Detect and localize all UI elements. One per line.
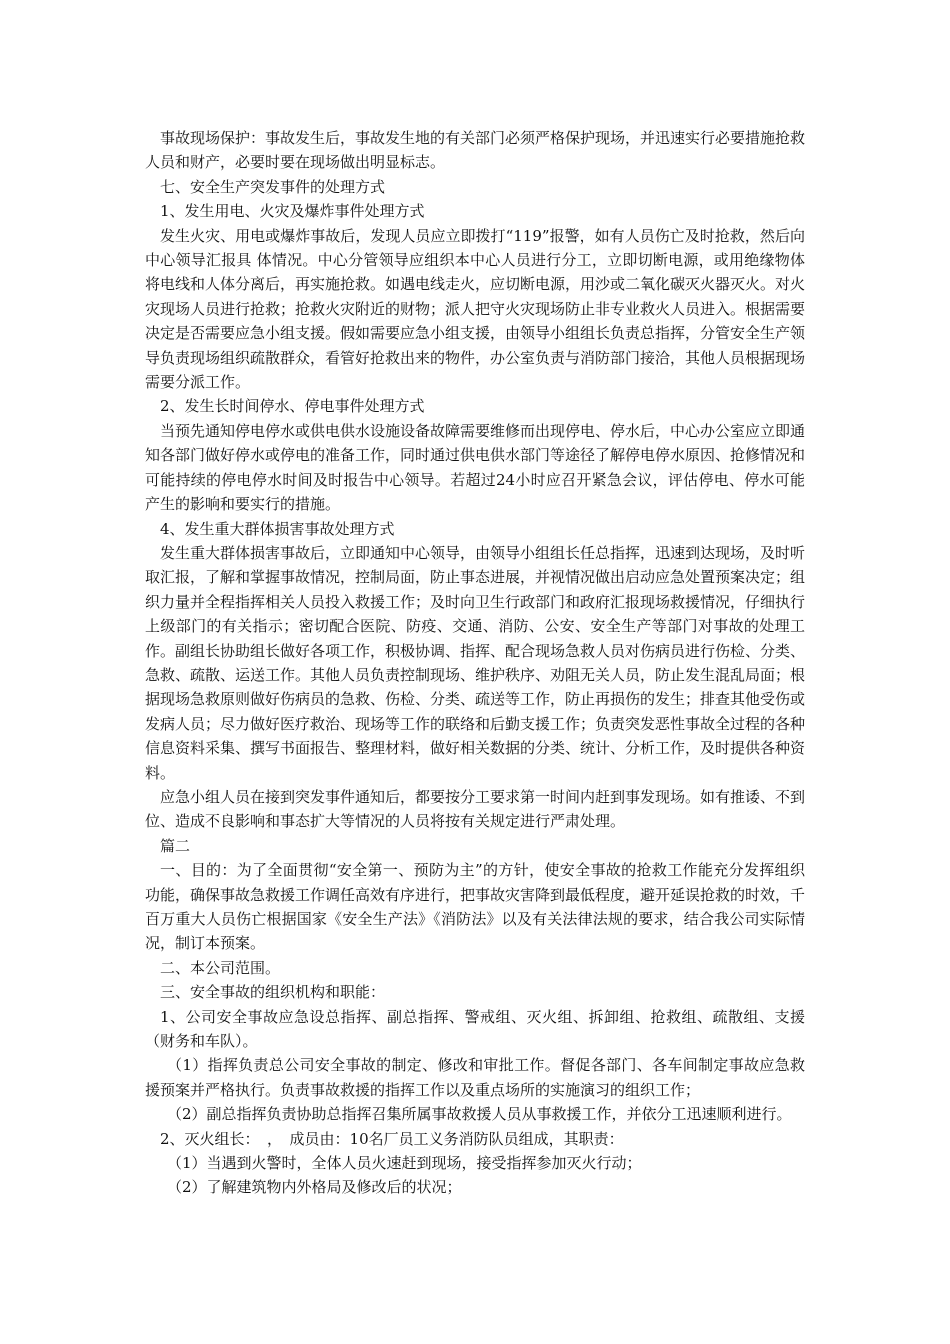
para-deputy-duty: （2）副总指挥负责协助总指挥召集所属事故救援人员从事救援工作，并依分工迅速顺利进行。 <box>167 1105 792 1124</box>
para-fire-electric: 发生火灾、用电或爆炸事故后，发现人员应立即拨打“119”报警，如有人员伤亡及时抢救，然后向中心领导汇报具 体情况。中心分管领导应组织本中心人员进行分工，立即切断电源，或用绝缘物体将电线和人体分离后，再实施抢救。如遇电线走火，应切断电源，用沙或二氧化碳灭火器灭火。对火灾现场人员进行抢救；抢救火灾附近的财物；派人把守火灾现场防止非专业救火人员进入。根据需要决定是否需要应急小组支援。假如需要应急小组支援，由领导小组组长负责总指挥，分管安全生产领导负责现场组织疏散群众，看管好抢救出来的物件，办公室负责与消防部门接洽，其他人员根据现场需要分派工作。 <box>145 226 806 392</box>
heading-section-7: 七、安全生产突发事件的处理方式 <box>160 177 386 196</box>
para-mass-injury: 发生重大群体损害事故后，立即通知中心领导，由领导小组组长任总指挥，迅速到达现场，及时听取汇报，了解和掌握事故情况，控制局面，防止事态进展，并视情况做出启动应急处置预案决定；组织力量并全程指挥相关人员投入救援工作；及时向卫生行政部门和政府汇报现场救援情况，仔细执行上级部门的有关指示；密切配合医院、防疫、交通、消防、公安、安全生产等部门对事故的处理工作。副组长协助组长做好各项工作，积极协调、指挥、配合现场急救人员对伤病员进行伤检、分类、急救、疏散、运送工作。其他人员负责控制现场、维护秩序、劝阻无关人员，防止发生混乱局面；根据现场急救原则做好伤病员的急救、伤检、分类、疏送等工作，防止再损伤的发生；排查其他受伤或发病人员；尽力做好医疗救治、现场等工作的联络和后勤支援工作；负责突发恶性事故全过程的各种信息资料采集、撰写书面报告、整理材料，做好相关数据的分类、统计、分析工作，及时提供各种资料。 <box>145 543 806 782</box>
para-fire-team-duty-2: （2）了解建筑物内外格局及修改后的状况； <box>167 1178 462 1197</box>
para-fire-team-leader: 2、灭火组长： ， 成员由：10名厂员工义务消防队员组成，其职责： <box>160 1129 624 1148</box>
heading-water-power: 2、发生长时间停水、停电事件处理方式 <box>160 397 425 416</box>
heading-fire-electric: 1、发生用电、火灾及爆炸事件处理方式 <box>160 202 425 221</box>
para-purpose: 一、目的：为了全面贯彻“安全第一、预防为主”的方针，使安全事故的抢救工作能充分发挥组织功能，确保事故急救援工作调任高效有序进行，把事故灾害降到最低程度，避开延误抢救的时效，千百万重大人员伤亡根据国家《安全生产法》《消防法》以及有关法律法规的要求，结合我公司实际情况，制订本预案。 <box>145 861 806 953</box>
document-body <box>145 126 805 1200</box>
heading-mass-injury: 4、发生重大群体损害事故处理方式 <box>160 519 395 538</box>
heading-organization: 三、安全事故的组织机构和职能： <box>160 983 386 1002</box>
para-fire-team-duty-1: （1）当遇到火警时，全体人员火速赶到现场，接受指挥参加灭火行动； <box>167 1154 642 1173</box>
para-scope: 二、本公司范围。 <box>160 958 281 977</box>
para-scene-protection: 事故现场保护：事故发生后，事故发生地的有关部门必须严格保护现场，并迅速实行必要措施抢救人员和财产，必要时要在现场做出明显标志。 <box>145 129 806 172</box>
heading-part-two: 篇二 <box>160 836 191 855</box>
para-commander-duty: （1）指挥负责总公司安全事故的制定、修改和审批工作。督促各部门、各车间制定事故应急救援预案并严格执行。负责事故救援的指挥工作以及重点场所的实施演习的组织工作； <box>145 1056 805 1099</box>
para-water-power: 当预先通知停电停水或供电供水设施设备故障需要维修而出现停电、停水后，中心办公室应立即通知各部门做好停水或停电的准备工作，同时通过供电供水部门等途径了解停电停水原因、抢修情况和可能持续的停电停水时间及时报告中心领导。若超过24小时应召开紧急会议，评估停电、停水可能产生的影响和要实行的措施。 <box>145 421 806 514</box>
para-emergency-team: 应急小组人员在接到突发事件通知后，都要按分工要求第一时间内赶到事发现场。如有推诿、不到位、造成不良影响和事态扩大等情况的人员将按有关规定进行严肃处理。 <box>145 787 806 831</box>
para-org-structure: 1、公司安全事故应急设总指挥、副总指挥、警戒组、灭火组、拆卸组、抢救组、疏散组、支援（财务和车队）。 <box>145 1007 805 1051</box>
